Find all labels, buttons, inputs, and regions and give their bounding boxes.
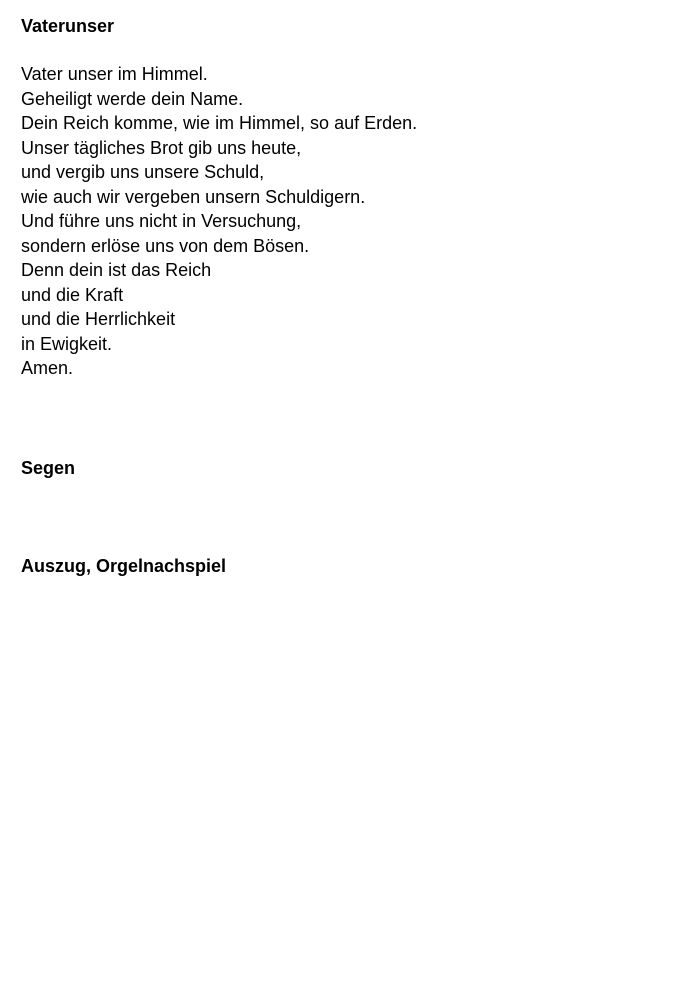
prayer-line: in Ewigkeit. <box>21 333 113 354</box>
prayer-line: und die Herrlichkeit <box>21 309 176 329</box>
prayer-line: und vergib uns unsere Schuld, <box>21 162 265 182</box>
prayer-text <box>21 62 417 381</box>
prayer-line: Amen. <box>21 358 74 378</box>
prayer-line: sondern erlöse uns von dem Bösen. <box>21 235 310 256</box>
prayer-line: Und führe uns nicht in Versuchung, <box>21 211 302 231</box>
prayer-line: Dein Reich komme, wie im Himmel, so auf Erden. <box>21 113 418 133</box>
prayer-line: Unser tägliches Brot gib uns heute, <box>21 137 302 158</box>
prayer-line: und die Kraft <box>21 284 124 305</box>
prayer-line: Vater unser im Himmel. <box>21 64 208 84</box>
section-title-segen: Segen <box>21 458 76 478</box>
section-title-auszug: Auszug, Orgelnachspiel <box>21 556 227 576</box>
prayer-line: wie auch wir vergeben unsern Schuldigern. <box>21 186 366 207</box>
prayer-line: Geheiligt werde dein Name. <box>21 88 244 109</box>
prayer-line: Denn dein ist das Reich <box>21 260 212 280</box>
section-title-vaterunser: Vaterunser <box>21 16 115 36</box>
